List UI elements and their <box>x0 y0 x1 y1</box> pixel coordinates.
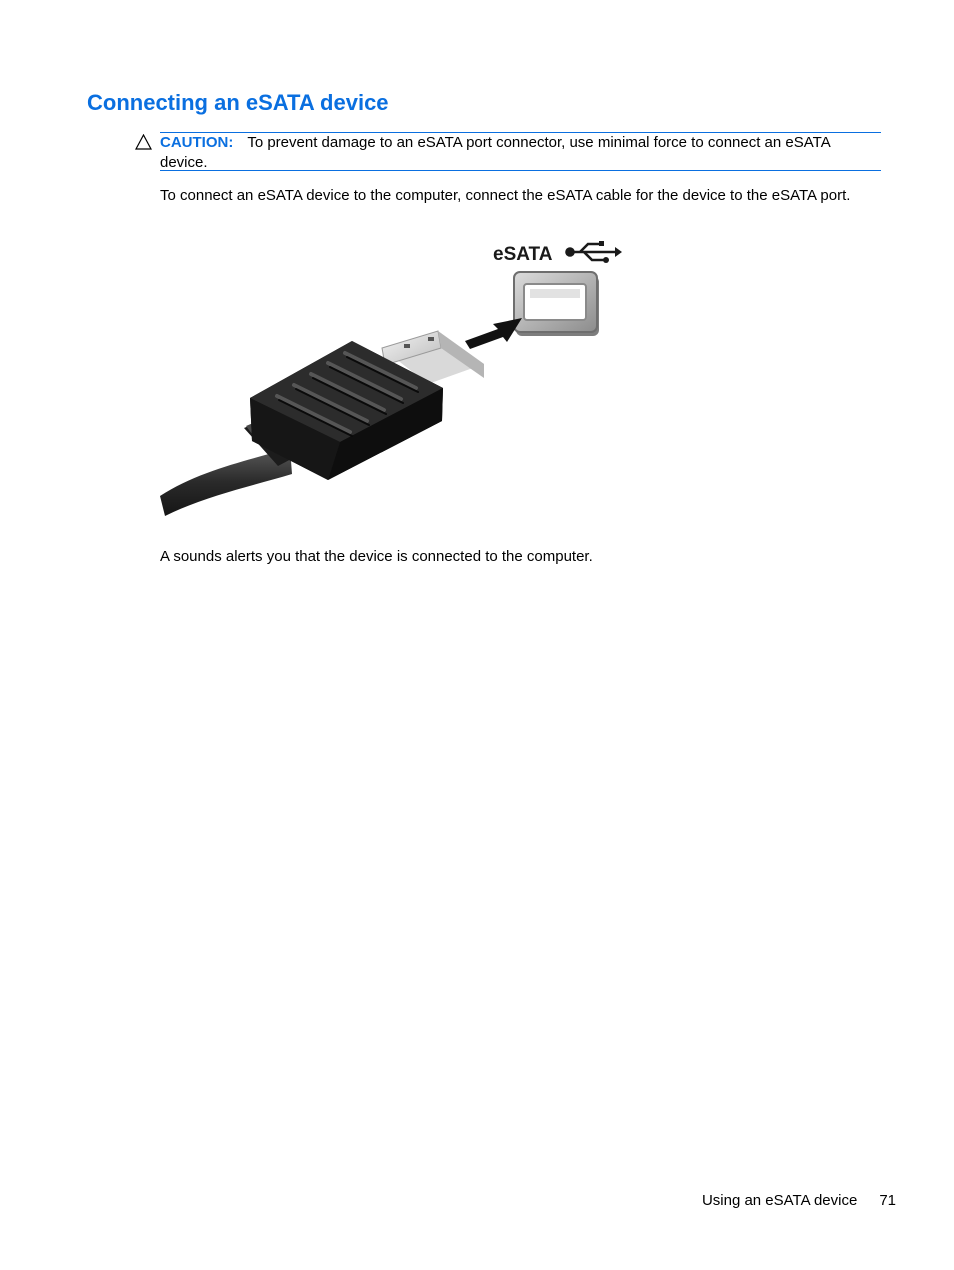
esata-port-label: eSATA <box>493 244 553 265</box>
warning-triangle-icon <box>135 134 152 150</box>
alert-note: A sounds alerts you that the device is connected to the computer. <box>160 548 593 565</box>
connect-instructions: To connect an eSATA device to the computer, connect the eSATA cable for the device to the eSATA port. <box>160 187 851 204</box>
caution-notice <box>160 132 881 171</box>
caution-message: To prevent damage to an eSATA port connector, use minimal force to connect an eSATA device. <box>160 134 830 171</box>
esata-connection-illustration <box>160 238 630 523</box>
caution-text <box>160 133 881 173</box>
caution-label: CAUTION: <box>160 134 234 151</box>
page-number: 71 <box>879 1192 896 1209</box>
insert-arrow-icon <box>465 318 522 349</box>
page-footer <box>702 1192 896 1209</box>
esata-port <box>514 272 599 336</box>
usb-icon <box>567 241 623 263</box>
footer-section-title: Using an eSATA device <box>701 1192 858 1209</box>
page-title: Connecting an eSATA device <box>87 90 389 115</box>
